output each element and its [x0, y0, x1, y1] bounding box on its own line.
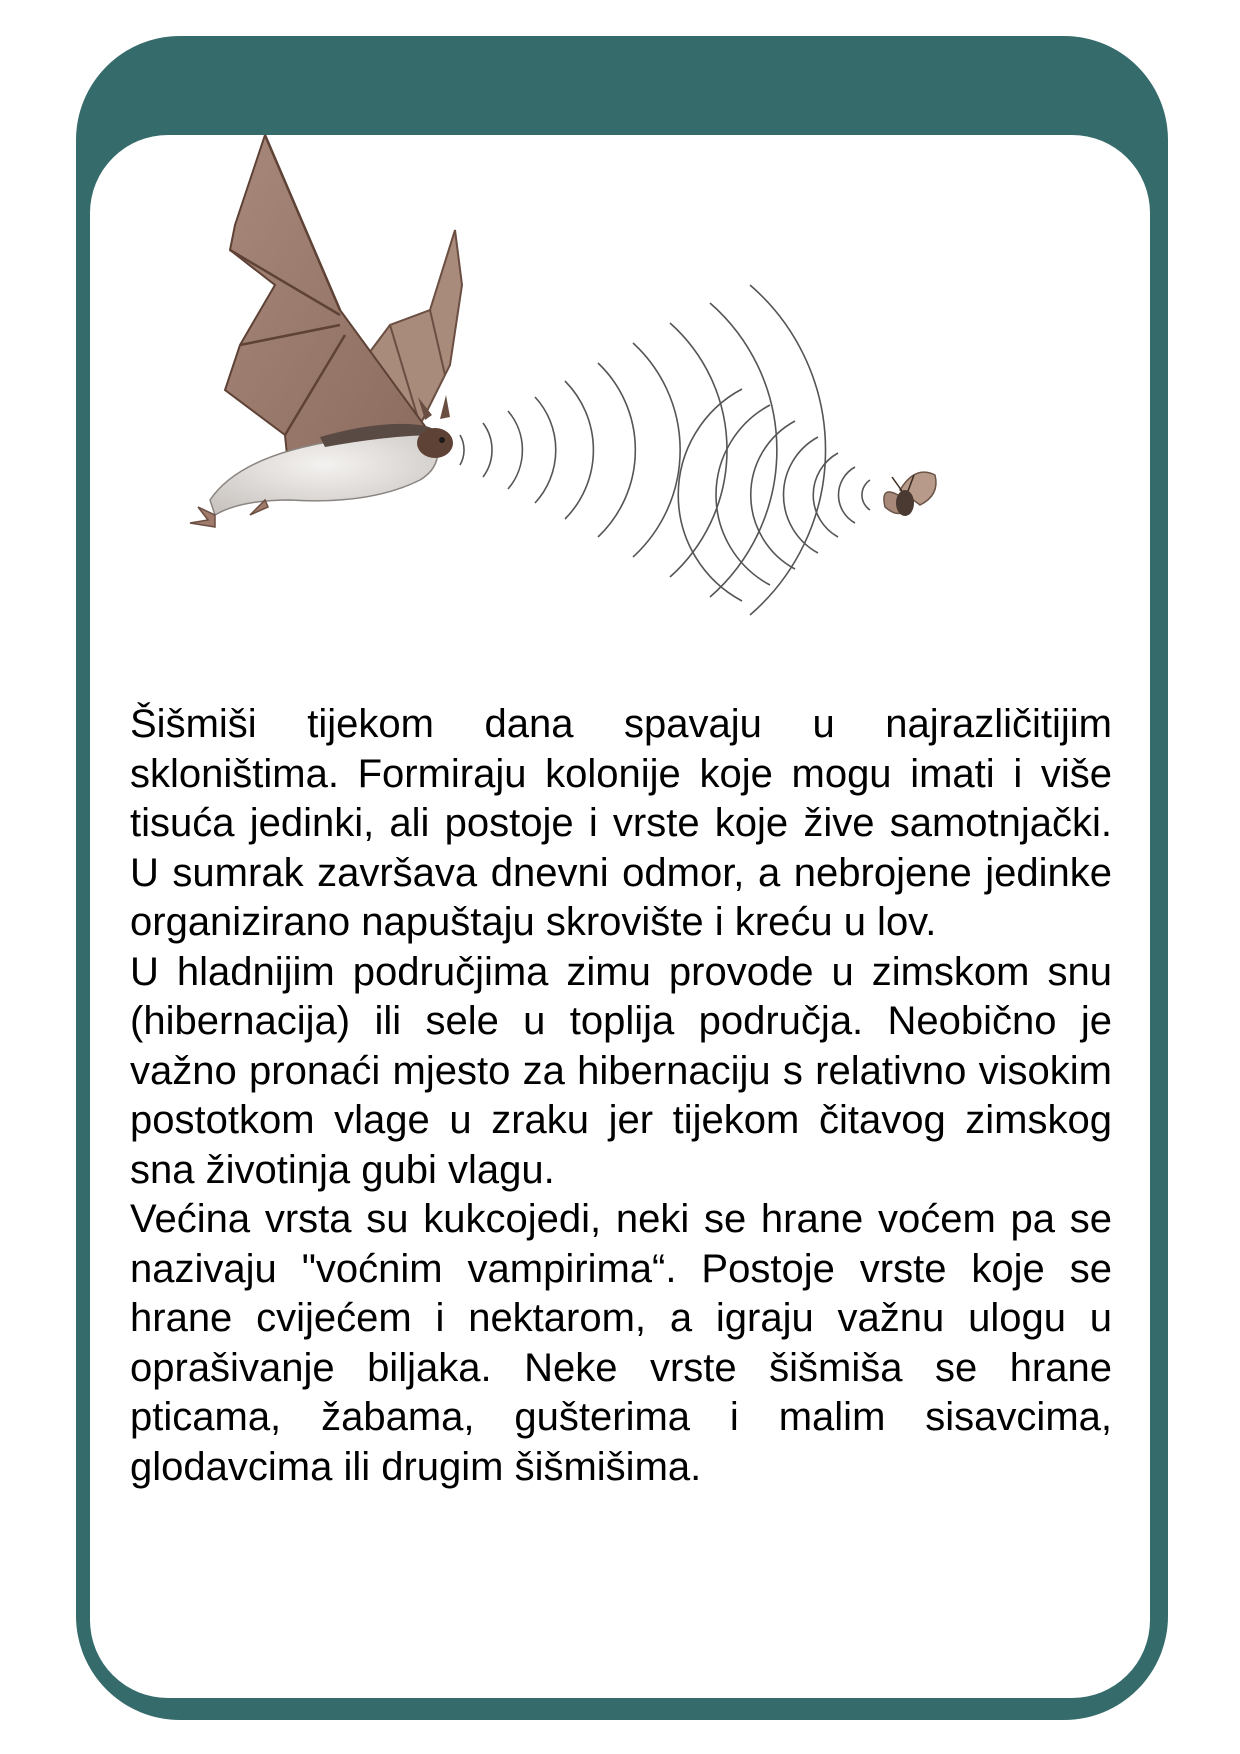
article-text: [130, 700, 1112, 1492]
moth-icon: [884, 472, 936, 516]
bat-echolocation-illustration: [90, 135, 1150, 695]
card-content: [90, 135, 1150, 1698]
bat-icon: [190, 135, 462, 527]
paragraph-diet: Većina vrsta su kukcojedi, neki se hrane voćem pa se nazivaju "voćnim vampirima“. Postoje vrste koje se hrane cvijećem i nektarom, a igraju važnu ulogu u oprašivanje biljaka. Neke vrste šišmiša se hrane pticama, žabama, gušterima i malim sisavcima, glodavcima ili drugim šišmišima.: [130, 1197, 1112, 1489]
paragraph-roosting: Šišmiši tijekom dana spavaju u najrazličitijim skloništima. Formiraju kolonije koje mogu imati i više tisuća jedinki, ali postoje i vrste koje žive samotnjački. U sumrak završava dnevni odmor, a nebrojene jedinke organizirano napuštaju skrovište i kreću u lov.: [130, 702, 1112, 944]
paragraph-hibernation: U hladnijim područjima zimu provode u zimskom snu (hibernacija) ili sele u toplija područja. Neobično je važno pronaći mjesto za hibernaciju s relativno visokim postotkom vlage u zraku jer tijekom čitavog zimskog sna životinja gubi vlagu.: [130, 949, 1112, 1192]
sound-wave-icon: [460, 285, 870, 615]
